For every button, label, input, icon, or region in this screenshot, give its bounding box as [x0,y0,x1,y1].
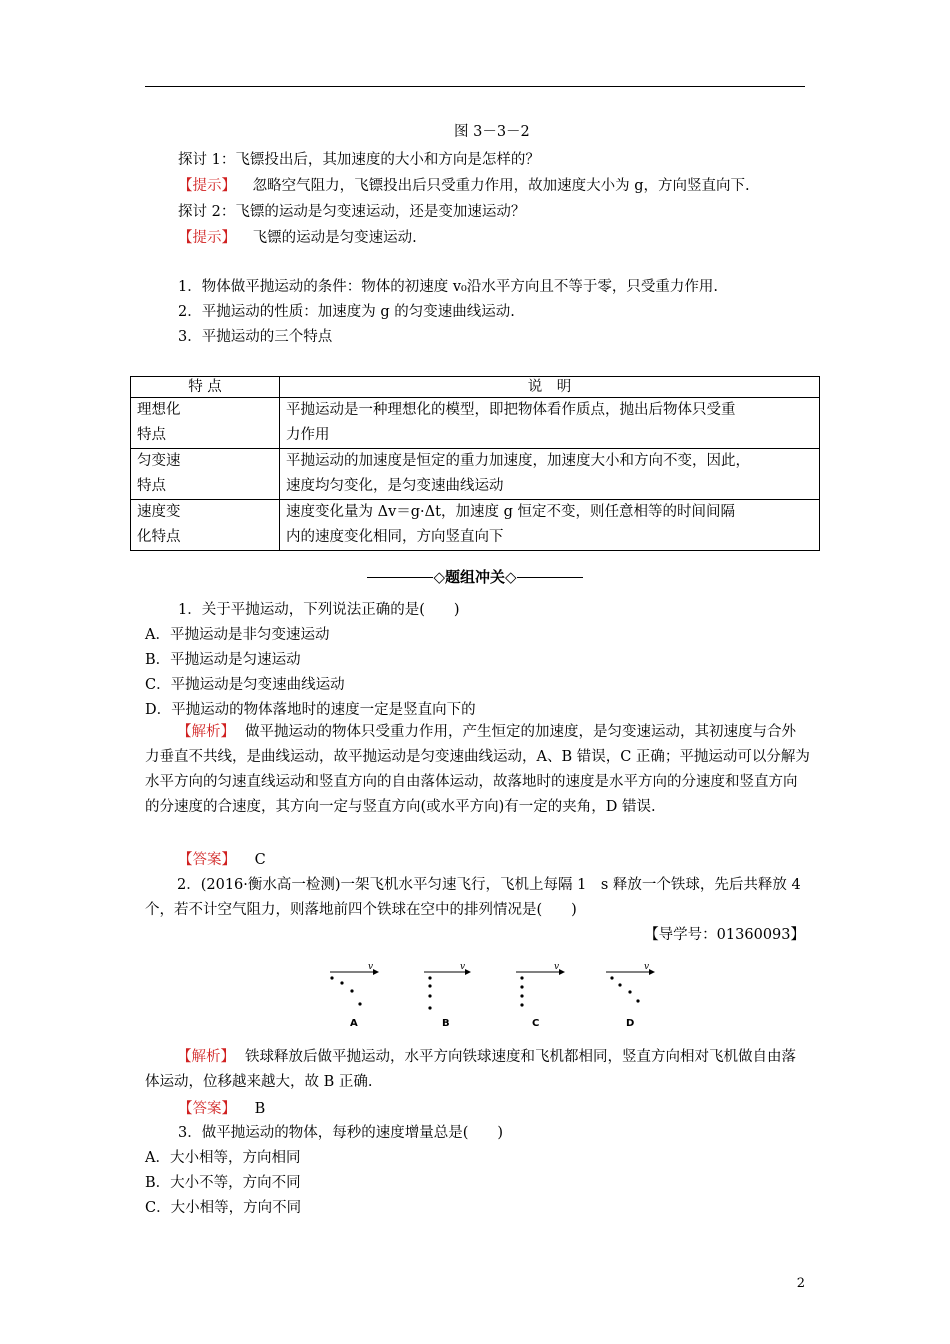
answer-tag: 【答案】 [178,852,236,868]
table-row [131,398,820,449]
q1-answer [178,848,266,869]
svg-text:v: v [368,962,374,972]
hint-tag: 【提示】 [178,178,236,194]
hint-tag: 【提示】 [178,230,236,246]
figure-label: B [442,1018,450,1029]
analysis-tag: 【解析】 [177,724,235,740]
figure-option-c [516,962,564,1029]
page-number: 2 [796,1276,805,1291]
point-1: 1．物体做平抛运动的条件：物体的初速度 v₀沿水平方向且不等于零，只受重力作用. [178,279,718,295]
figure-label: A [350,1018,358,1029]
hint-text: 忽略空气阻力，飞镖投出后只受重力作用，故加速度大小为 g，方向竖直向下. [252,178,750,194]
figure-caption: 图 3－3－2 [454,124,530,140]
q3-option-b: B．大小不等，方向不同 [145,1175,301,1191]
analysis-tag: 【解析】 [177,1049,235,1065]
answer-value: C [254,852,266,868]
figure-option-d [606,962,654,1029]
table-header-cell: 特 点 [131,377,280,398]
q1-option-c: C．平抛运动是匀变速曲线运动 [145,677,345,693]
figure-option-b [424,962,470,1029]
q2-options-figure [320,958,660,1030]
discussion-2-hint [178,226,417,247]
table-cell-name: 速度变 化特点 [131,500,280,551]
figure-label: D [626,1018,635,1029]
svg-text:v: v [644,962,650,972]
q2-reference: 【导学号：01360093】 [644,927,805,943]
svg-text:v: v [554,962,560,972]
answer-tag: 【答案】 [178,1101,236,1117]
table-header-row [131,377,820,398]
discussion-1-question: 探讨 1：飞镖投出后，其加速度的大小和方向是怎样的？ [178,152,540,168]
q1-analysis: 【解析】 做平抛运动的物体只受重力作用，产生恒定的加速度，是匀变速运动，其初速度与合外力垂直不共线，是曲线运动，故平抛运动是匀变速曲线运动，A、B 错误，C 正确；平抛运动可以分解为水平方向的匀速直线运动和竖直方向的自由落体运动，故落地时的速度是水平方向的分速度和竖直方向的分速度的合速度，其方向一定与竖直方向(或水平方向)有一定的夹角，D 错误. [145,724,810,815]
q3-option-a: A．大小相等，方向相同 [145,1150,301,1166]
table-cell-desc: 平抛运动的加速度是恒定的重力加速度，加速度大小和方向不变，因此， 速度均匀变化，是匀变速曲线运动 [280,449,820,500]
section-rule [367,577,433,578]
discussion-1-hint [178,174,750,195]
table-cell-name: 匀变速 特点 [131,449,280,500]
features-table [130,376,820,551]
table-cell-name: 理想化 特点 [131,398,280,449]
answer-value: B [254,1101,266,1117]
figure-label: C [532,1018,540,1029]
svg-text:v: v [460,962,466,972]
table-cell-desc: 平抛运动是一种理想化的模型，即把物体看作质点，抛出后物体只受重 力作用 [280,398,820,449]
table-header-cell: 说 明 [280,377,820,398]
q1-option-d: D．平抛运动的物体落地时的速度一定是竖直向下的 [145,702,476,718]
point-2: 2．平抛运动的性质：加速度为 g 的匀变速曲线运动. [178,304,515,320]
figure-option-a [330,962,378,1029]
q2-stem: 2．(2016·衡水高一检测)一架飞机水平匀速飞行，飞机上每隔 1 s 释放一个铁球，先后共释放 4 个，若不计空气阻力，则落地前四个铁球在空中的排列情况是( ) [145,877,801,918]
table-row [131,449,820,500]
q1-option-b: B．平抛运动是匀速运动 [145,652,301,668]
q2-analysis: 【解析】 铁球释放后做平抛运动，水平方向铁球速度和飞机都相同，竖直方向相对飞机做自由落体运动，位移越来越大，故 B 正确. [145,1049,796,1090]
q3-option-c: C．大小相等，方向不同 [145,1200,302,1216]
q1-stem: 1．关于平抛运动，下列说法正确的是( ) [178,602,460,618]
point-3: 3．平抛运动的三个特点 [178,329,333,345]
section-rule [517,577,583,578]
q1-option-a: A．平抛运动是非匀变速运动 [145,627,330,643]
hint-text: 飞镖的运动是匀变速运动. [252,230,417,246]
discussion-2-question: 探讨 2：飞镖的运动是匀变速运动，还是变加速运动？ [178,204,526,220]
q2-answer [178,1097,265,1118]
table-row [131,500,820,551]
q3-stem: 3．做平抛运动的物体，每秒的速度增量总是( ) [178,1125,504,1141]
header-rule [145,86,805,87]
section-title: ◇题组冲关◇ [0,566,950,587]
table-cell-desc: 速度变化量为 Δv＝g·Δt，加速度 g 恒定不变，则任意相等的时间间隔 内的速度变化相同，方向竖直向下 [280,500,820,551]
